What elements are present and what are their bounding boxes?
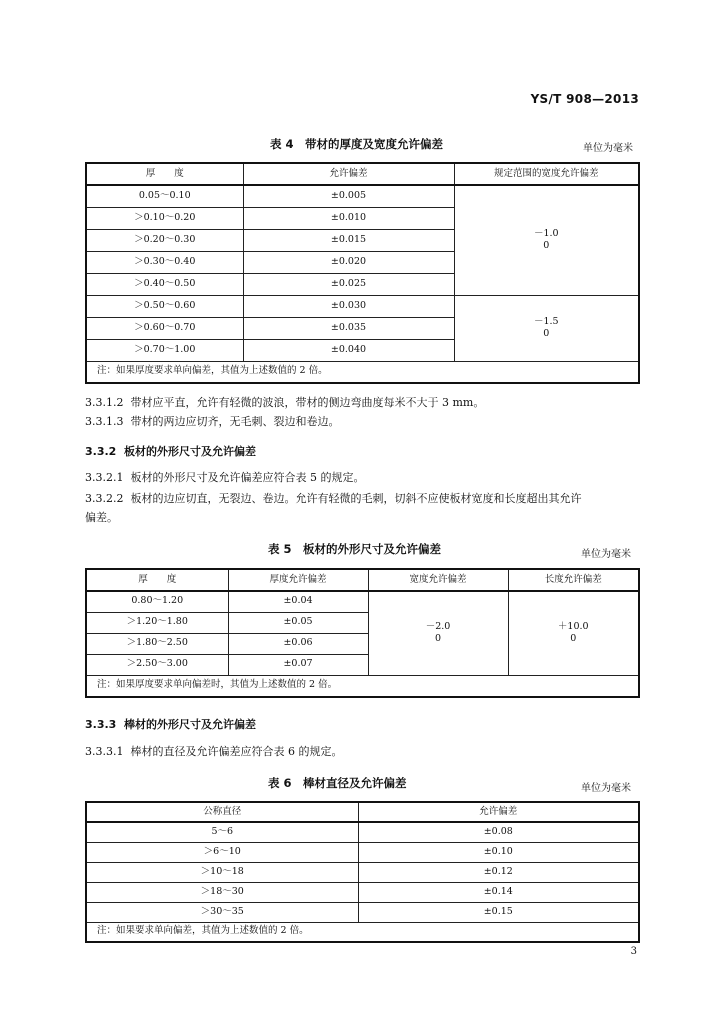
table4-cell-tolerance: ±0.010 [243,207,454,229]
table5-width-tol-upper: －2.0 [425,620,451,632]
table4-cell-thickness: ＞0.20～0.30 [86,229,243,251]
clause-number: 3.3.1.3 [85,415,124,428]
table4-width-tol-1-lower: 0 [543,240,550,252]
section-title: 板材的外形尺寸及允许偏差 [124,445,256,458]
standard-number: YS/T 908—2013 [530,92,639,106]
section-number: 3.3.3 [85,718,117,731]
clause-number: 3.3.2.1 [85,471,124,484]
table4-cell-tolerance: ±0.015 [243,229,454,251]
table4-cell-tolerance: ±0.025 [243,273,454,295]
clause-text: 板材的边应切直，无裂边、卷边。允许有轻微的毛刺，切斜不应使板材宽度和长度超出其允许 [130,492,582,505]
table4-header-width-tolerance: 规定范围的宽度允许偏差 [454,163,639,185]
table5-header-thickness: 厚 度 [86,569,228,591]
table5-unit: 单位为毫米 [581,549,631,560]
table5-cell-thickness-tolerance: ±0.04 [228,591,368,612]
table6-cell-diameter: 5～6 [86,822,358,842]
table5-cell-thickness: ＞2.50～3.00 [86,654,228,675]
clause-3-3-1-2 [85,396,484,410]
table5-cell-thickness-tolerance: ±0.07 [228,654,368,675]
table5-header-width-tolerance: 宽度允许偏差 [368,569,508,591]
table6-caption: 表 6 棒材直径及允许偏差 [268,776,407,790]
table5-cell-length-tol [508,591,639,675]
table5-cell-width-tol [368,591,508,675]
section-title: 棒材的外形尺寸及允许偏差 [124,718,256,731]
clause-number: 3.3.1.2 [85,396,124,409]
table5-cell-thickness: ＞1.80～2.50 [86,633,228,654]
table4-header-tolerance: 允许偏差 [243,163,454,185]
table6-cell-diameter: ＞10～18 [86,862,358,882]
table5-header-length-tolerance: 长度允许偏差 [508,569,639,591]
table5-cell-thickness-tolerance: ±0.06 [228,633,368,654]
table5-cell-thickness: ＞1.20～1.80 [86,612,228,633]
table4-width-tol-1-upper: －1.0 [533,227,559,239]
section-3-3-3-heading [85,716,256,732]
table4-cell-thickness: ＞0.30～0.40 [86,251,243,273]
table5-width-tol-lower: 0 [434,633,442,645]
table5-note: 注：如果厚度要求单向偏差时，其值为上述数值的 2 倍。 [86,675,639,697]
table5-length-tol-upper: ＋10.0 [557,620,589,632]
table6-cell-tolerance: ±0.14 [358,882,639,902]
table4-cell-thickness: ＞0.10～0.20 [86,207,243,229]
table6-cell-tolerance: ±0.15 [358,902,639,922]
table5 [85,568,640,698]
table6-cell-tolerance: ±0.12 [358,862,639,882]
clause-3-3-1-3 [85,415,339,429]
table6 [85,801,640,943]
table5-length-tol-lower: 0 [570,633,577,645]
table4-cell-thickness: ＞0.60～0.70 [86,317,243,339]
clause-number: 3.3.3.1 [85,745,124,758]
table4-cell-tolerance: ±0.020 [243,251,454,273]
section-3-3-2-heading [85,443,256,459]
clause-number: 3.3.2.2 [85,492,124,505]
table5-header-thickness-tolerance: 厚度允许偏差 [228,569,368,591]
table4-cell-thickness: ＞0.40～0.50 [86,273,243,295]
table4-cell-tolerance: ±0.040 [243,339,454,361]
clause-text: 棒材的直径及允许偏差应符合表 6 的规定。 [130,745,343,758]
clause-text: 带材的两边应切齐，无毛刺、裂边和卷边。 [130,415,340,428]
table6-header-nominal-diameter: 公称直径 [86,802,358,822]
page-number: 3 [630,946,637,957]
table6-header-tolerance: 允许偏差 [358,802,639,822]
table4-cell-tolerance: ±0.035 [243,317,454,339]
table6-cell-diameter: ＞30～35 [86,902,358,922]
table4 [85,162,640,384]
table4-caption: 表 4 带材的厚度及宽度允许偏差 [270,137,444,151]
clause-text: 板材的外形尺寸及允许偏差应符合表 5 的规定。 [130,471,365,484]
table4-width-tol-2-upper: －1.5 [533,315,559,327]
clause-text: 带材应平直，允许有轻微的波浪，带材的侧边弯曲度每米不大于 3 mm。 [130,396,485,409]
table4-cell-thickness: 0.05～0.10 [86,185,243,207]
table6-note: 注：如果要求单向偏差，其值为上述数值的 2 倍。 [86,922,639,942]
section-number: 3.3.2 [85,445,117,458]
clause-3-3-2-2 [85,492,645,506]
table4-header-thickness: 厚 度 [86,163,243,185]
table5-caption: 表 5 板材的外形尺寸及允许偏差 [268,542,442,556]
table6-cell-diameter: ＞6～10 [86,842,358,862]
table4-note: 注：如果厚度要求单向偏差，其值为上述数值的 2 倍。 [86,361,639,383]
table4-unit: 单位为毫米 [583,143,633,154]
table4-cell-thickness: ＞0.70～1.00 [86,339,243,361]
table4-cell-thickness: ＞0.50～0.60 [86,295,243,317]
table6-cell-diameter: ＞18～30 [86,882,358,902]
clause-3-3-2-2-continuation: 偏差。 [85,511,118,524]
table6-cell-tolerance: ±0.08 [358,822,639,842]
table4-cell-tolerance: ±0.030 [243,295,454,317]
table5-cell-thickness: 0.80～1.20 [86,591,228,612]
table4-cell-width-tol-2 [454,295,639,361]
table6-unit: 单位为毫米 [581,783,631,794]
table4-width-tol-2-lower: 0 [543,328,550,339]
table4-cell-width-tol-1 [454,185,639,295]
clause-3-3-3-1 [85,745,342,759]
table5-cell-thickness-tolerance: ±0.05 [228,612,368,633]
clause-3-3-2-1 [85,471,364,485]
table6-cell-tolerance: ±0.10 [358,842,639,862]
table4-cell-tolerance: ±0.005 [243,185,454,207]
